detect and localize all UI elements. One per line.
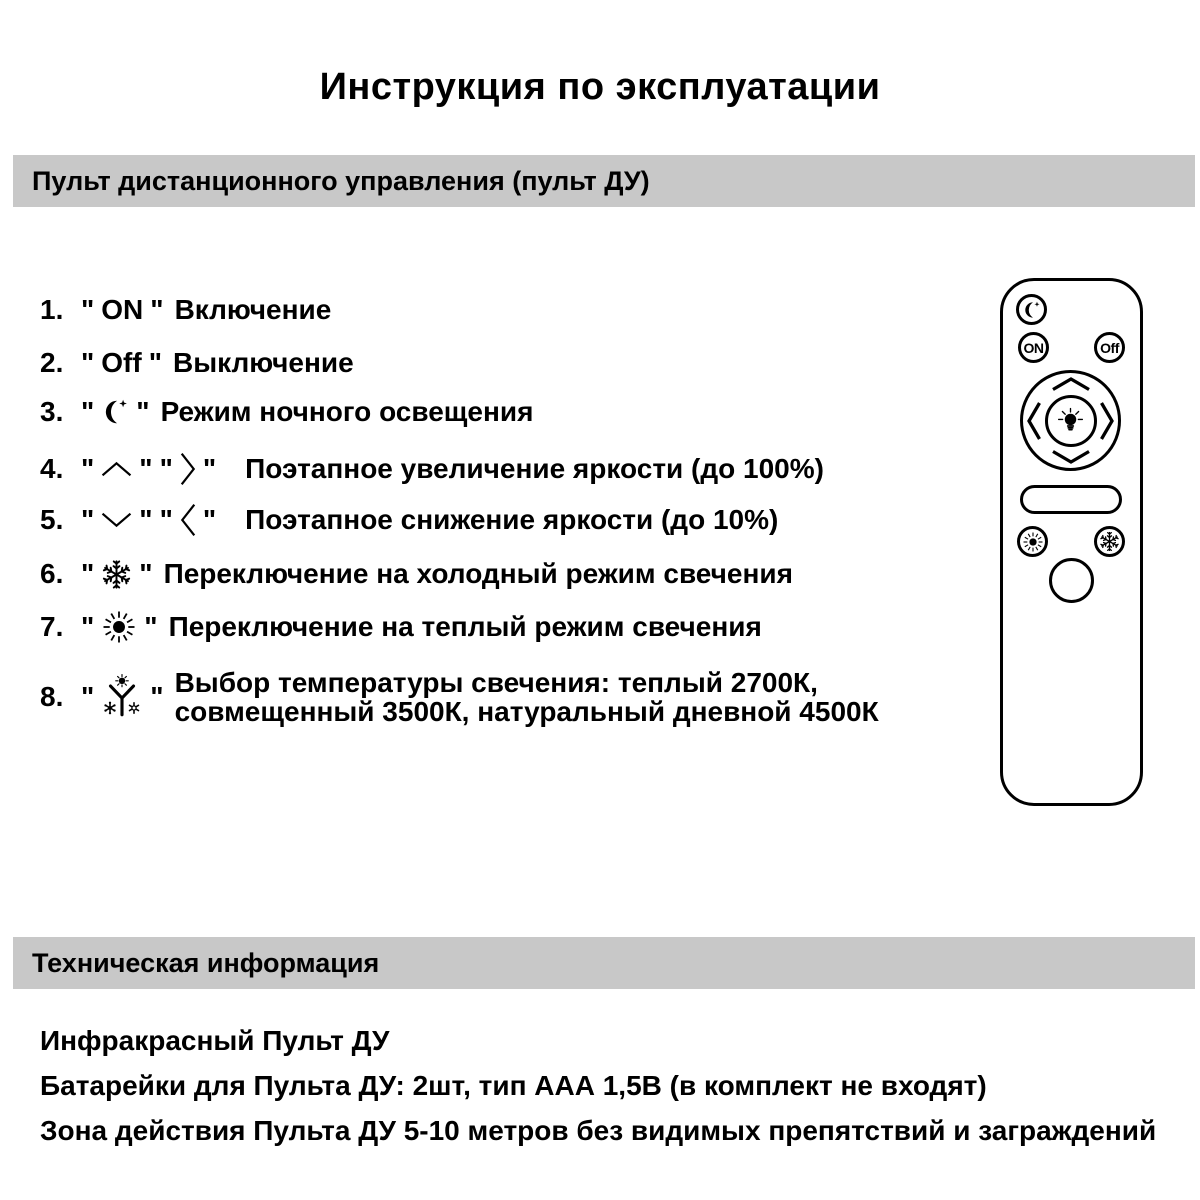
remote-on-label: ON bbox=[1023, 339, 1044, 356]
crescent-moon-star-icon bbox=[1022, 300, 1041, 320]
instruction-item-warm-mode bbox=[40, 609, 762, 645]
quote-mark: " bbox=[136, 396, 150, 427]
sun-icon bbox=[101, 609, 137, 645]
instruction-item-off bbox=[40, 347, 354, 379]
remote-round-button bbox=[1049, 558, 1094, 603]
item-label: Включение bbox=[174, 294, 332, 325]
section-header-tech-label: Техническая информация bbox=[32, 948, 380, 978]
quote-mark: " bbox=[81, 681, 95, 712]
page-title: Инструкция по эксплуатации bbox=[319, 66, 881, 108]
quote-mark: " bbox=[81, 504, 95, 535]
quote-mark: " bbox=[144, 611, 158, 642]
section-header-remote bbox=[13, 155, 1195, 207]
remote-cold-mode-button bbox=[1094, 526, 1125, 557]
quote-mark: " bbox=[159, 453, 173, 484]
item-number: 5. bbox=[40, 504, 64, 535]
item-label: Переключение на теплый режим свечения bbox=[168, 611, 762, 642]
quote-mark: " bbox=[202, 504, 217, 535]
quote-mark: " bbox=[139, 558, 153, 589]
dpad-chevron-down-icon bbox=[1051, 450, 1091, 464]
remote-on-button bbox=[1018, 332, 1049, 363]
quote-mark: " bbox=[159, 504, 173, 535]
light-bulb-icon bbox=[1057, 407, 1084, 434]
quote-mark: " bbox=[81, 347, 95, 378]
quote-mark: " bbox=[81, 294, 95, 325]
remote-pill-button bbox=[1020, 485, 1122, 514]
item-label: Выключение bbox=[173, 347, 354, 378]
item-label: Режим ночного освещения bbox=[160, 396, 534, 427]
item-number: 1. bbox=[40, 294, 64, 325]
item-label: Поэтапное снижение яркости (до 10%) bbox=[245, 504, 779, 535]
remote-bulb-center-button bbox=[1045, 395, 1097, 447]
dpad-chevron-right-icon bbox=[1100, 401, 1114, 441]
item-number: 8. bbox=[40, 681, 64, 712]
item-number: 4. bbox=[40, 453, 64, 484]
quote-mark: " bbox=[150, 294, 164, 325]
remote-off-label: Off bbox=[1100, 339, 1119, 356]
instruction-item-cold-mode bbox=[40, 558, 793, 590]
chevron-up-icon bbox=[101, 461, 132, 477]
remote-off-button bbox=[1094, 332, 1125, 363]
button-word-off: Off bbox=[101, 347, 142, 378]
chevron-down-icon bbox=[101, 512, 132, 528]
dpad-chevron-up-icon bbox=[1051, 377, 1091, 391]
section-header-remote-label: Пульт дистанционного управления (пульт ДУ) bbox=[32, 166, 650, 196]
temperature-select-icon bbox=[101, 673, 143, 721]
chevron-right-icon bbox=[180, 452, 196, 486]
instruction-item-night-mode bbox=[40, 396, 533, 428]
quote-mark: " bbox=[81, 611, 95, 642]
quote-mark: " bbox=[81, 453, 95, 484]
tech-line-ir-remote: Инфракрасный Пульт ДУ bbox=[40, 1025, 390, 1056]
tech-line-batteries: Батарейки для Пульта ДУ: 2шт, тип ААА 1,5В (в комплект не входят) bbox=[40, 1070, 987, 1101]
quote-mark: " bbox=[81, 558, 95, 589]
sun-icon bbox=[1022, 531, 1044, 553]
tech-info-block bbox=[40, 1026, 1156, 1161]
dpad-chevron-left-icon bbox=[1027, 401, 1041, 441]
quote-mark: " bbox=[150, 681, 164, 712]
instruction-item-temperature-select bbox=[40, 668, 935, 726]
item-number: 6. bbox=[40, 558, 64, 589]
remote-dpad bbox=[1020, 370, 1121, 471]
quote-mark: " bbox=[139, 504, 153, 535]
snowflake-icon bbox=[101, 559, 132, 590]
item-number: 2. bbox=[40, 347, 64, 378]
chevron-left-icon bbox=[180, 503, 196, 537]
remote-night-mode-button bbox=[1016, 294, 1047, 325]
quote-mark: " bbox=[148, 347, 162, 378]
item-label: Поэтапное увеличение яркости (до 100%) bbox=[245, 453, 824, 484]
quote-mark: " bbox=[202, 453, 217, 484]
item-label: Выбор температуры свечения: теплый 2700К, совмещенный 3500К, натуральный дневной 4500К bbox=[174, 667, 879, 727]
remote-control-diagram bbox=[1000, 278, 1143, 806]
tech-line-range: Зона действия Пульта ДУ 5-10 метров без видимых препятствий и заграждений bbox=[40, 1115, 1157, 1146]
instruction-item-brightness-down bbox=[40, 503, 778, 537]
instruction-item-on bbox=[40, 294, 331, 326]
item-number: 7. bbox=[40, 611, 64, 642]
quote-mark: " bbox=[139, 453, 153, 484]
item-label: Переключение на холодный режим свечения bbox=[163, 558, 793, 589]
quote-mark: " bbox=[81, 396, 95, 427]
crescent-moon-star-icon bbox=[101, 397, 129, 427]
button-word-on: ON bbox=[101, 294, 144, 325]
item-number: 3. bbox=[40, 396, 64, 427]
instruction-item-brightness-up bbox=[40, 452, 824, 486]
remote-warm-mode-button bbox=[1017, 526, 1048, 557]
snowflake-icon bbox=[1099, 531, 1120, 552]
section-header-tech bbox=[13, 937, 1195, 989]
